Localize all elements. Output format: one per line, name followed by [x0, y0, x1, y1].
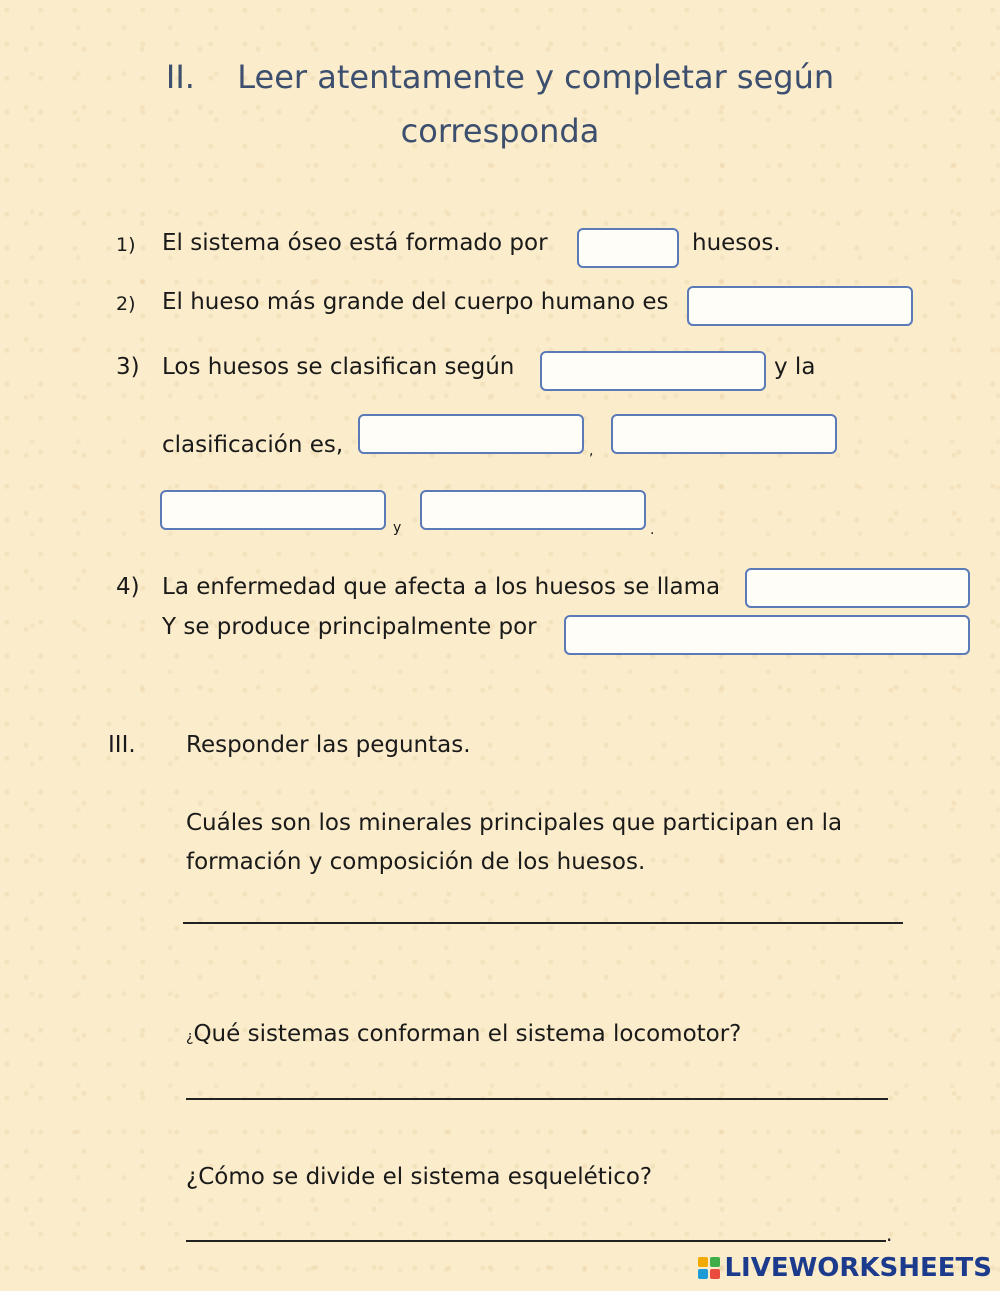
question-text: El hueso más grande del cuerpo humano es	[162, 289, 669, 315]
question-text: El sistema óseo está formado por	[162, 230, 548, 256]
section-title: Responder las peguntas.	[186, 732, 471, 758]
section-title-line1: Leer atentamente y completar según	[237, 58, 835, 96]
section-title-line2: corresponda	[400, 112, 600, 150]
answer-input-class-1[interactable]	[358, 414, 584, 454]
logo-square	[710, 1257, 720, 1267]
question-number: 2)	[116, 293, 136, 315]
answer-input-class-3[interactable]	[160, 490, 386, 530]
question-text-line2: formación y composición de los huesos.	[186, 849, 646, 875]
question-text: ¿Cómo se divide el sistema esquelético?	[186, 1164, 653, 1190]
section-numeral: III.	[108, 732, 136, 758]
answer-input-class-2[interactable]	[611, 414, 837, 454]
question-number: 4)	[116, 574, 140, 600]
answer-input-disease-cause[interactable]	[564, 615, 970, 655]
answer-input-disease[interactable]	[745, 568, 970, 608]
question-text-after: y la	[774, 354, 816, 380]
question-text: Los huesos se clasifican según	[162, 354, 515, 380]
question-number: 3)	[116, 354, 140, 380]
section-title	[0, 58, 1000, 96]
separator-period: .	[650, 522, 655, 538]
section-numeral: II.	[165, 58, 195, 96]
answer-input-bone-count[interactable]	[577, 228, 679, 268]
answer-line-locomotor[interactable]	[186, 1098, 888, 1100]
logo-square	[698, 1257, 708, 1267]
question-number: 1)	[116, 234, 136, 256]
logo-icon	[698, 1257, 720, 1279]
liveworksheets-logo[interactable]	[698, 1253, 992, 1283]
separator-y: y	[393, 520, 402, 536]
answer-input-classification-criterion[interactable]	[540, 351, 766, 391]
question-text-line2: clasificación es,	[162, 432, 344, 458]
answer-input-largest-bone[interactable]	[687, 286, 913, 326]
question-text: Cuáles son los minerales principales que participan en la	[186, 810, 843, 836]
question-mark: ¿	[186, 1029, 194, 1045]
question-text-after: huesos.	[692, 230, 781, 256]
answer-line-minerals[interactable]	[183, 922, 903, 924]
logo-text: LIVEWORKSHEETS	[724, 1253, 992, 1283]
question-text-body: Qué sistemas conforman el sistema locomotor?	[193, 1021, 742, 1047]
end-period: .	[886, 1222, 893, 1246]
answer-input-class-4[interactable]	[420, 490, 646, 530]
separator-comma: ,	[589, 443, 594, 459]
answer-line-skeletal[interactable]	[186, 1240, 886, 1242]
question-text	[186, 1021, 741, 1047]
question-text-line2: Y se produce principalmente por	[162, 614, 537, 640]
logo-square	[710, 1269, 720, 1279]
logo-square	[698, 1269, 708, 1279]
question-text: La enfermedad que afecta a los huesos se llama	[162, 574, 721, 600]
